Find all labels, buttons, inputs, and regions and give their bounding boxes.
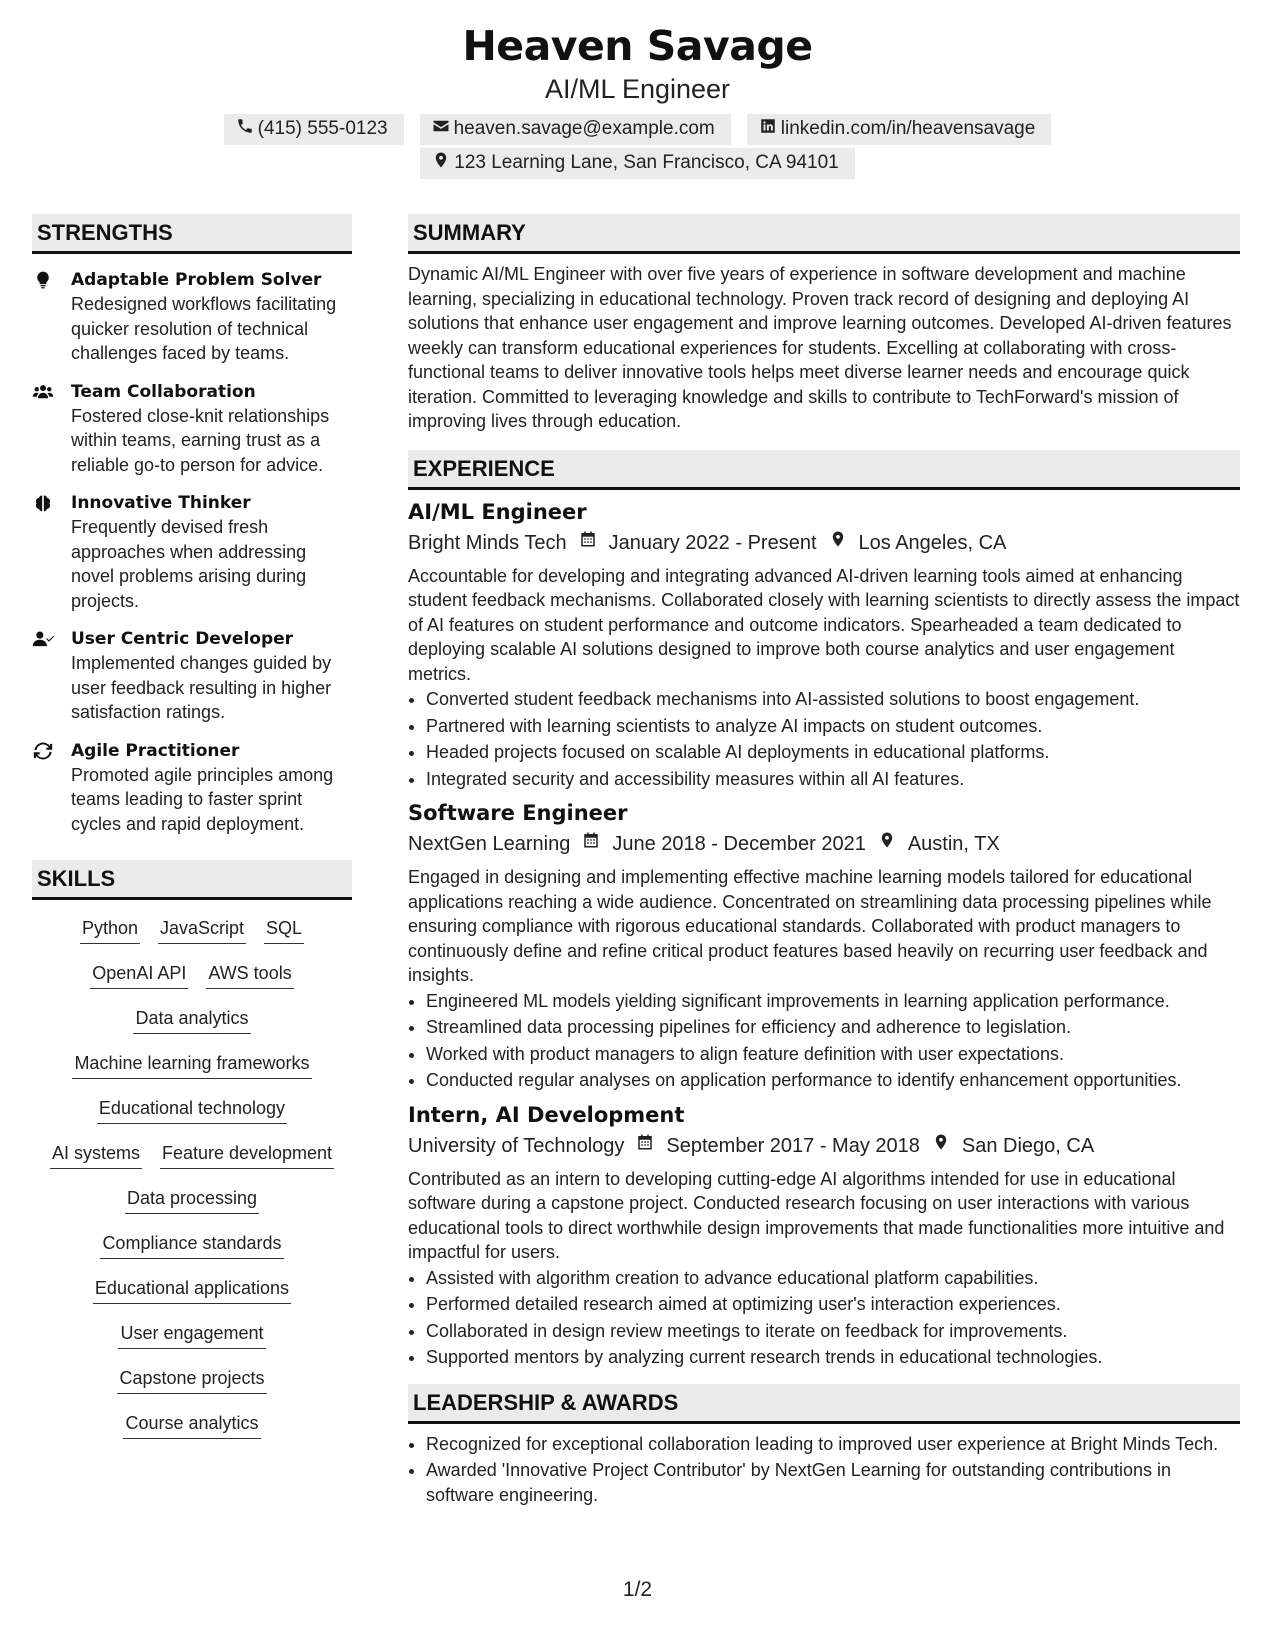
job-entry <box>408 1101 1240 1370</box>
experience-heading: EXPERIENCE <box>408 450 1240 490</box>
map-pin-icon <box>432 151 450 175</box>
skills-heading: SKILLS <box>32 860 352 900</box>
skill-tag: Feature development <box>160 1141 334 1169</box>
job-description: Contributed as an intern to developing cutting-edge AI algorithms intended for use in educational software during a capstone project. Conducted research focusing on user interactions with various educational tools to direct worthwhile design improvements that made functionalities more intuitive and impactful for users. <box>408 1168 1225 1262</box>
contact-row <box>0 114 1275 145</box>
job-bullets <box>408 687 1240 791</box>
phone-icon <box>236 117 254 141</box>
job-dates: September 2017 - May 2018 <box>666 1134 920 1157</box>
skill-row <box>32 1321 352 1366</box>
strength-item <box>32 269 352 366</box>
strength-desc: Redesigned workflows facilitating quicker resolution of technical challenges faced by teams. <box>71 294 337 363</box>
company-name: NextGen Learning <box>408 833 571 855</box>
strength-item <box>32 740 352 837</box>
skill-tag: Educational applications <box>93 1276 291 1304</box>
skill-row <box>32 1231 352 1276</box>
bullet-item: • Collaborated in design review meetings to iterate on feedback for improvements. <box>426 1319 1240 1344</box>
page-number: 1/2 <box>622 1578 653 1601</box>
email-chip[interactable] <box>420 114 731 145</box>
job-meta <box>408 1131 1240 1161</box>
map-pin-icon <box>920 1131 962 1161</box>
address-row <box>0 148 1275 179</box>
leadership-bullets <box>408 1432 1240 1508</box>
bullet-item: • Supported mentors by analyzing current research trends in educational technologies. <box>426 1345 1240 1370</box>
job-title: AI/ML Engineer <box>408 499 587 524</box>
phone-chip <box>224 114 404 145</box>
skill-tag: Capstone projects <box>117 1366 266 1394</box>
skill-tag: Course analytics <box>123 1411 260 1439</box>
strength-title: Agile Practitioner <box>71 740 240 761</box>
candidate-title: AI/ML Engineer <box>544 74 731 104</box>
bullet-item: • Assisted with algorithm creation to advance educational platform capabilities. <box>426 1266 1240 1291</box>
skill-tag: JavaScript <box>158 916 246 944</box>
summary-text: Dynamic AI/ML Engineer with over five years of experience in software development and machine learning, specializing in educational technology. Proven track record of designing and deploying AI solutions that enhance user engagement and improve learning outcomes. Developed AI-driven features weekly can transform educational experiences for students. Excelling at collaborating with cross-functional teams to deliver innovative tools helps meet diverse learner needs and encourage quick iteration. Committed to leveraging knowledge and skills to contribute to TechForward's mission of improving lives through education. <box>408 264 1232 431</box>
bullet-item: • Streamlined data processing pipelines for efficiency and adherence to legislation. <box>426 1015 1240 1040</box>
linkedin-text: linkedin.com/in/heavensavage <box>780 118 1036 139</box>
phone-text: (415) 555-0123 <box>257 118 388 139</box>
skill-row <box>32 1366 352 1411</box>
map-pin-icon <box>817 528 859 558</box>
address-text: 123 Learning Lane, San Francisco, CA 94101 <box>454 152 839 173</box>
skill-row <box>32 1096 352 1141</box>
job-title: Intern, AI Development <box>408 1102 685 1127</box>
strength-item <box>32 381 352 478</box>
strength-title: Team Collaboration <box>71 381 256 402</box>
strength-title: Innovative Thinker <box>71 493 251 513</box>
skill-tag: User engagement <box>118 1321 265 1349</box>
skill-row <box>32 1411 352 1456</box>
bullet-item: • Awarded 'Innovative Project Contributor' by NextGen Learning for outstanding contributions in software engineering. <box>426 1458 1240 1507</box>
leadership-heading: LEADERSHIP & AWARDS <box>408 1384 1240 1424</box>
skill-row <box>32 1051 352 1096</box>
company-name: Bright Minds Tech <box>408 531 567 554</box>
skill-tag: OpenAI API <box>90 961 188 989</box>
skill-tag: SQL <box>264 916 304 944</box>
skill-tag: AWS tools <box>206 961 293 989</box>
job-entry <box>408 498 1240 792</box>
map-pin-icon <box>866 829 908 859</box>
job-meta <box>408 829 1240 859</box>
strength-item <box>32 492 352 613</box>
bullet-item: • Partnered with learning scientists to analyze AI impacts on student outcomes. <box>426 714 1240 739</box>
skill-row <box>32 916 352 961</box>
skill-row <box>32 1186 352 1231</box>
job-description: Engaged in designing and implementing effective machine learning models tailored for educational applications reaching a wide audience. Concentrated on streamlining data processing pipelines while ensuring compliance with rigorous educational standards. Collaborated with product managers to continuously define and refine critical product features based heavily on recurring user feedback and insights. <box>408 867 1212 985</box>
left-column <box>32 214 352 1456</box>
strength-desc: Promoted agile principles among teams leading to faster sprint cycles and rapid deployment. <box>71 764 334 834</box>
skill-row <box>32 1141 352 1186</box>
envelope-icon <box>432 117 450 141</box>
skill-row <box>32 1276 352 1321</box>
job-description: Accountable for developing and integrating advanced AI-driven learning tools aimed at enhancing student feedback mechanisms. Collaborated closely with learning scientists to directly assess the impact of AI features on student performance and outcome indicators. Spearheaded a team dedicated to deploying scalable AI solutions designed to improve both course analytics and user engagement metrics. <box>408 565 1240 684</box>
job-title: Software Engineer <box>408 801 628 825</box>
job-meta <box>408 528 1240 558</box>
brain-icon <box>32 493 56 515</box>
job-dates: June 2018 - December 2021 <box>612 833 866 855</box>
bullet-item: • Integrated security and accessibility measures within all AI features. <box>426 767 1240 792</box>
strength-title: User Centric Developer <box>71 629 294 649</box>
skill-tag: AI systems <box>50 1141 142 1169</box>
bullet-item: • Converted student feedback mechanisms into AI-assisted solutions to boost engagement. <box>426 687 1240 712</box>
calendar-icon <box>567 528 609 558</box>
refresh-icon <box>32 741 56 763</box>
skill-tag: Compliance standards <box>100 1231 283 1259</box>
skill-row <box>32 1006 352 1051</box>
skill-tag: Educational technology <box>97 1096 287 1124</box>
strength-desc: Frequently devised fresh approaches when addressing novel problems arising during projects. <box>71 517 307 611</box>
right-column <box>408 214 1240 1509</box>
strength-desc: Fostered close-knit relationships within teams, earning trust as a reliable go-to person for advice. <box>71 405 330 475</box>
company-name: University of Technology <box>408 1134 625 1157</box>
bullet-item: • Recognized for exceptional collaboration leading to improved user experience at Bright Minds Tech. <box>426 1432 1240 1457</box>
user-check-icon <box>32 629 56 651</box>
bullet-item: • Conducted regular analyses on application performance to identify enhancement opportunities. <box>426 1068 1240 1093</box>
email-text: heaven.savage@example.com <box>453 118 715 139</box>
bullet-item: • Headed projects focused on scalable AI deployments in educational platforms. <box>426 740 1240 765</box>
summary-heading: SUMMARY <box>408 214 1240 254</box>
skill-tag: Data processing <box>125 1186 259 1214</box>
skill-tag: Data analytics <box>133 1006 250 1034</box>
strength-title: Adaptable Problem Solver <box>71 270 322 290</box>
linkedin-icon <box>759 117 777 141</box>
job-location: Austin, TX <box>907 833 1000 855</box>
bullet-item: • Worked with product managers to align feature definition with user expectations. <box>426 1042 1240 1067</box>
users-icon <box>32 382 56 404</box>
strength-desc: Implemented changes guided by user feedback resulting in higher satisfaction ratings. <box>71 653 332 722</box>
job-bullets <box>408 989 1240 1093</box>
skill-tag: Machine learning frameworks <box>72 1051 311 1079</box>
bullet-item: • Performed detailed research aimed at optimizing user's interaction experiences. <box>426 1292 1240 1317</box>
job-location: San Diego, CA <box>961 1134 1095 1157</box>
strength-item <box>32 628 352 725</box>
job-bullets <box>408 1266 1240 1370</box>
job-dates: January 2022 - Present <box>608 531 817 554</box>
skill-tag: Python <box>80 916 140 944</box>
strengths-heading: STRENGTHS <box>32 214 352 254</box>
skill-row <box>32 961 352 1006</box>
candidate-name: Heaven Savage <box>462 22 813 70</box>
calendar-icon <box>570 829 612 859</box>
skills-list <box>32 916 352 1456</box>
job-location: Los Angeles, CA <box>858 531 1007 554</box>
address-chip <box>420 148 855 179</box>
calendar-icon <box>624 1131 666 1161</box>
bullet-item: • Engineered ML models yielding significant improvements in learning application performance. <box>426 989 1240 1014</box>
job-entry <box>408 799 1240 1093</box>
lightbulb-icon <box>32 270 56 292</box>
linkedin-chip[interactable] <box>747 114 1052 145</box>
